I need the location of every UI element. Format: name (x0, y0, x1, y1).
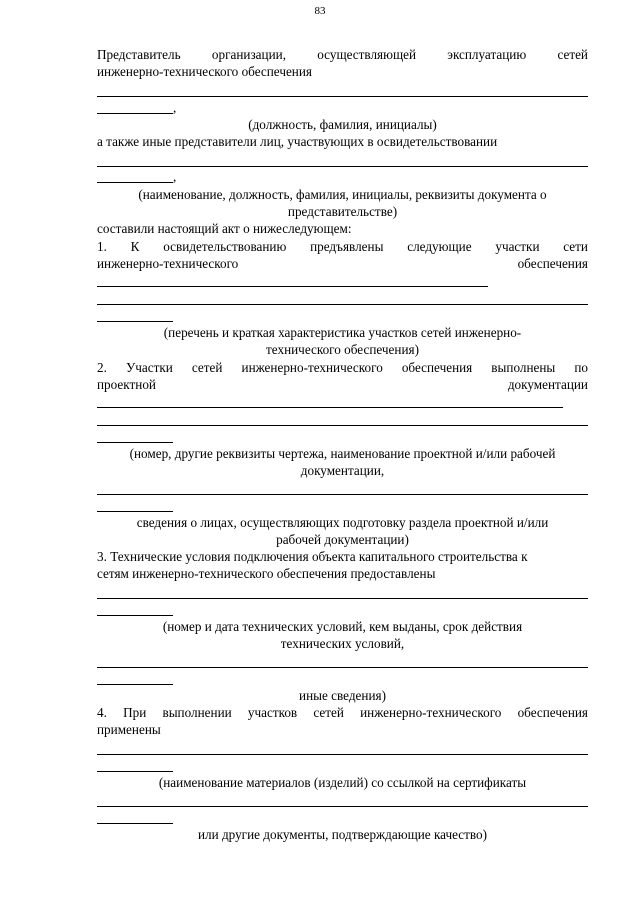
item-2-cont-right: документации (507, 377, 588, 392)
fill-line (97, 286, 488, 287)
caption-materials: (наименование материалов (изделий) со ссылкой на сертификаты (158, 775, 527, 790)
item-4-cont: применены (97, 722, 161, 737)
caption-designers-cont: рабочей документации) (276, 532, 409, 547)
caption-tech-conditions: (номер и дата технических условий, кем выданы, срок действия (162, 619, 523, 634)
fill-line (97, 166, 588, 167)
fill-line-short (97, 823, 173, 824)
fill-line-short (97, 511, 173, 512)
fill-line-short (97, 182, 173, 183)
caption-quality-docs: или другие документы, подтверждающие качество) (197, 827, 488, 842)
caption-designers: сведения о лицах, осуществляющих подготовку раздела проектной и/или (136, 515, 549, 530)
fill-line-short (97, 113, 173, 114)
item-2-cont-left: проектной (97, 377, 156, 392)
fill-line (97, 598, 588, 599)
comma: , (173, 169, 177, 184)
caption-drawing-details: (номер, другие реквизиты чертежа, наименование проектной и/или рабочей (129, 446, 556, 461)
item-1-cont-left: инженерно-технического (97, 256, 239, 271)
fill-line-short (97, 442, 173, 443)
line-compiled-act: составили настоящий акт о нижеследующем: (97, 221, 352, 236)
item-2: 2. Участки сетей инженерно-технического обеспечения выполнены по (97, 360, 588, 375)
caption-drawing-details-cont: документации, (300, 463, 385, 478)
item-3: 3. Технические условия подключения объекта капитального строительства к (97, 549, 528, 564)
item-1-cont-right: обеспечения (517, 256, 588, 271)
fill-line (97, 96, 588, 97)
fill-line (97, 806, 588, 807)
item-1: 1. К освидетельствованию предъявлены следующие участки сети (97, 239, 588, 254)
line-other-representatives: а также иные представители лиц, участвующих в освидетельствовании (97, 134, 498, 149)
caption-network-sections: (перечень и краткая характеристика участков сетей инженерно- (163, 325, 522, 340)
fill-line-short (97, 615, 173, 616)
fill-line-short (97, 321, 173, 322)
fill-line (97, 754, 588, 755)
fill-line-short (97, 771, 173, 772)
item-3-cont: сетям инженерно-технического обеспечения предоставлены (97, 566, 436, 581)
line-representative-cont: инженерно-технического обеспечения (97, 64, 312, 79)
caption-representatives: (наименование, должность, фамилия, инициалы, реквизиты документа о (138, 187, 547, 202)
fill-line (97, 425, 588, 426)
fill-line-short (97, 684, 173, 685)
line-representative: Представитель организации, осуществляющей эксплуатацию сетей (97, 47, 588, 62)
caption-position-name: (должность, фамилия, инициалы) (248, 117, 437, 132)
caption-network-sections-cont: технического обеспечения) (266, 342, 419, 357)
caption-other-info: иные сведения) (299, 688, 386, 703)
fill-line (97, 494, 588, 495)
fill-line (97, 304, 588, 305)
item-4: 4. При выполнении участков сетей инженерно-технического обеспечения (97, 705, 588, 720)
caption-representatives-cont: представительстве) (287, 204, 398, 219)
fill-line (97, 667, 588, 668)
comma: , (173, 100, 177, 115)
caption-tech-conditions-cont: технических условий, (280, 636, 405, 651)
fill-line (97, 407, 563, 408)
page-number: 83 (314, 5, 326, 17)
